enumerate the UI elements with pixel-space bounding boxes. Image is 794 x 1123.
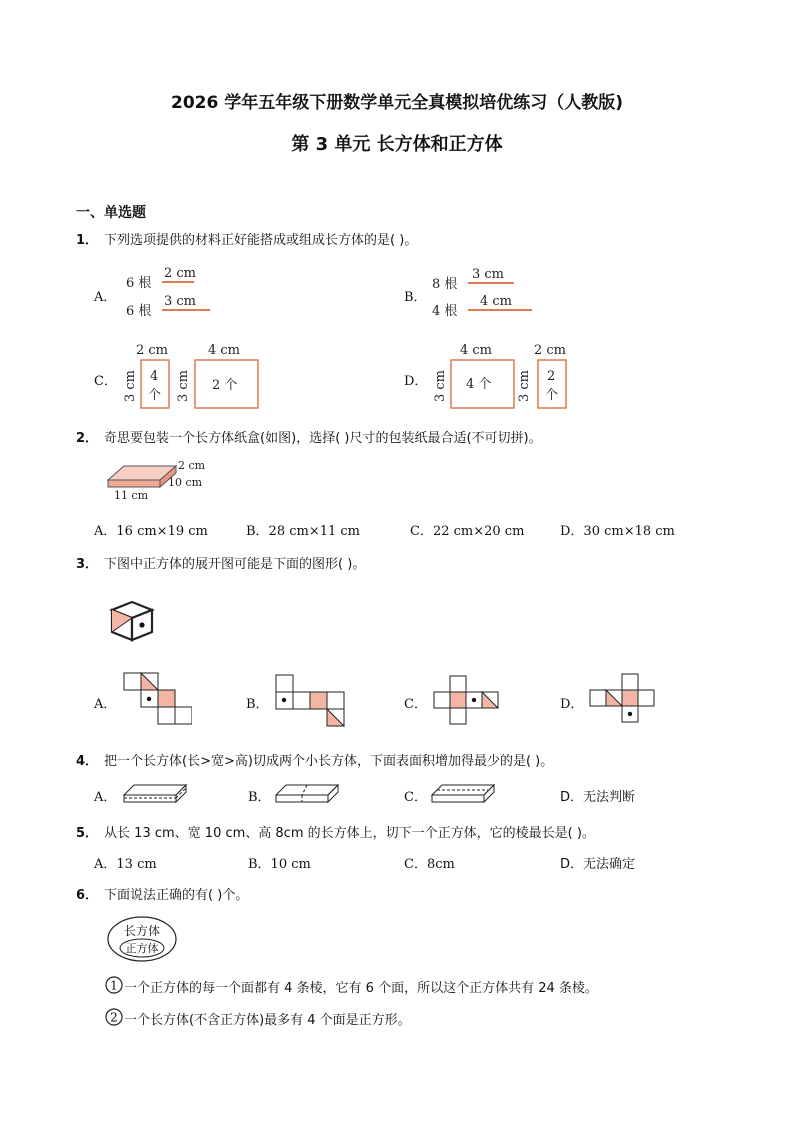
badge-bottom-label: 正方体 — [125, 942, 159, 955]
option-c[interactable]: C．8cm — [404, 857, 455, 872]
option-a[interactable]: A．16 cm×19 cm — [94, 524, 208, 539]
count-label: 6 根 — [126, 276, 152, 291]
question-number: 2． — [76, 431, 99, 446]
circled-number-1 — [104, 975, 124, 995]
card-count: 4 个 — [466, 377, 492, 392]
section-heading: 一、单选题 — [76, 205, 146, 221]
option-a-figure — [120, 260, 210, 322]
height-label: 2 cm — [178, 459, 206, 472]
option-b-label[interactable]: B． — [404, 290, 427, 305]
net-d — [586, 670, 658, 726]
shape-badge — [104, 914, 184, 964]
option-c[interactable]: C． — [404, 697, 427, 712]
slab-a — [122, 782, 188, 806]
net-a — [120, 670, 192, 726]
question-text: 下图中正方体的展开图可能是下面的图形( )。 — [104, 557, 366, 572]
side-label: 3 cm — [433, 369, 448, 402]
width-label: 2 cm — [136, 343, 169, 358]
option-c-label[interactable]: C． — [94, 374, 117, 389]
question-text: 下面说法正确的有( )个。 — [104, 888, 249, 903]
option-b[interactable]: B． — [248, 790, 271, 805]
cube-dot — [139, 622, 144, 627]
option-b[interactable]: B．10 cm — [248, 857, 311, 872]
question-text: 把一个长方体(长>宽>高)切成两个小长方体，下面表面积增加得最少的是( )。 — [104, 754, 554, 769]
card-unit: 个 — [545, 388, 559, 403]
option-d[interactable]: D．无法判断 — [560, 790, 636, 805]
option-a[interactable]: A． — [94, 697, 117, 712]
question-number: 5． — [76, 826, 99, 841]
statement-2: 一个长方体(不含正方体)最多有 4 个面是正方形。 — [124, 1013, 411, 1028]
question-5 — [76, 822, 595, 841]
length-label: 2 cm — [164, 266, 197, 281]
box-figure — [104, 456, 214, 504]
count-label: 6 根 — [126, 304, 152, 319]
question-number: 6． — [76, 888, 99, 903]
side-label: 3 cm — [517, 369, 532, 402]
net-c — [430, 672, 502, 728]
side-label: 3 cm — [123, 369, 138, 402]
slab-c — [430, 782, 496, 806]
svg-text:1: 1 — [110, 978, 118, 993]
option-a-label[interactable]: A． — [94, 290, 117, 305]
question-3 — [76, 553, 365, 572]
card-unit: 个 — [148, 388, 162, 403]
question-1 — [76, 229, 417, 248]
question-4 — [76, 750, 553, 769]
option-c-figure — [120, 340, 265, 412]
option-d[interactable]: D． — [560, 697, 584, 712]
option-c[interactable]: C． — [404, 790, 427, 805]
width-label: 4 cm — [208, 343, 241, 358]
option-b[interactable]: B．28 cm×11 cm — [246, 524, 361, 539]
unit-subtitle: 第 3 单元 长方体和正方体 — [291, 134, 503, 155]
question-number: 4． — [76, 754, 99, 769]
cube-figure — [108, 598, 160, 644]
card-count: 2 个 — [212, 378, 238, 393]
circled-number-2 — [104, 1007, 124, 1027]
question-text: 奇思要包装一个长方体纸盒(如图)，选择( )尺寸的包装纸最合适(不可切拼)。 — [104, 431, 542, 446]
question-2 — [76, 427, 542, 446]
side-label: 3 cm — [176, 369, 191, 402]
count-label: 4 根 — [432, 304, 458, 319]
question-number: 1． — [76, 233, 99, 248]
option-d[interactable]: D．30 cm×18 cm — [560, 524, 675, 539]
option-d[interactable]: D．无法确定 — [560, 857, 636, 872]
length-label: 4 cm — [480, 294, 513, 309]
option-d-figure — [430, 340, 575, 412]
statement-1: 一个正方体的每一个面都有 4 条棱，它有 6 个面，所以这个正方体共有 24 条棱。 — [124, 981, 598, 996]
card-number: 2 — [547, 369, 556, 384]
slab-b — [274, 782, 340, 806]
count-label: 8 根 — [432, 277, 458, 292]
option-b-figure — [428, 262, 538, 324]
width-label: 10 cm — [168, 476, 203, 489]
card-number: 4 — [150, 369, 159, 384]
net-b — [272, 672, 348, 728]
width-label: 4 cm — [460, 343, 493, 358]
option-a[interactable]: A．13 cm — [94, 857, 157, 872]
option-c[interactable]: C．22 cm×20 cm — [410, 524, 525, 539]
svg-text:2: 2 — [110, 1010, 118, 1025]
badge-top-label: 长方体 — [123, 924, 161, 938]
option-a[interactable]: A． — [94, 790, 117, 805]
option-d-label[interactable]: D． — [404, 374, 428, 389]
question-number: 3． — [76, 557, 99, 572]
page-title: 2026 学年五年级下册数学单元全真模拟培优练习（人教版) — [170, 93, 623, 113]
question-6 — [76, 884, 248, 903]
width-label: 2 cm — [534, 343, 567, 358]
length-label: 3 cm — [164, 294, 197, 309]
option-b[interactable]: B． — [246, 697, 269, 712]
box-front — [108, 480, 160, 487]
length-label: 11 cm — [114, 489, 149, 502]
question-text: 下列选项提供的材料正好能搭成或组成长方体的是( )。 — [104, 233, 418, 248]
length-label: 3 cm — [472, 267, 505, 282]
question-text: 从长 13 cm、宽 10 cm、高 8cm 的长方体上，切下一个正方体，它的棱最长是( )。 — [104, 826, 595, 841]
